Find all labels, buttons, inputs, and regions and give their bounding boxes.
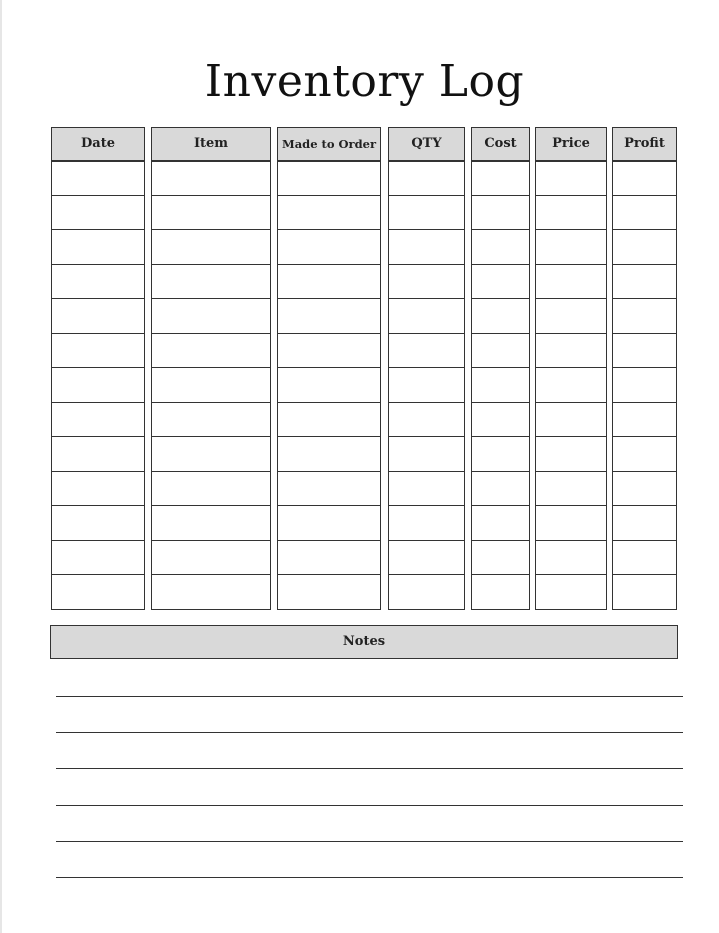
table-cell[interactable] bbox=[388, 472, 465, 507]
table-cell[interactable] bbox=[277, 437, 381, 472]
table-cell[interactable] bbox=[535, 230, 607, 265]
table-cell[interactable] bbox=[51, 403, 145, 438]
column-4 bbox=[471, 127, 530, 610]
table-cell[interactable] bbox=[535, 265, 607, 300]
table-cell[interactable] bbox=[51, 299, 145, 334]
table-cell[interactable] bbox=[51, 161, 145, 196]
column-0 bbox=[51, 127, 145, 610]
table-cell[interactable] bbox=[277, 161, 381, 196]
page-edge bbox=[0, 0, 2, 933]
table-cell[interactable] bbox=[277, 230, 381, 265]
table-cell[interactable] bbox=[388, 196, 465, 231]
column-2 bbox=[277, 127, 381, 610]
table-cell[interactable] bbox=[471, 265, 530, 300]
table-cell[interactable] bbox=[612, 196, 677, 231]
table-cell[interactable] bbox=[388, 575, 465, 610]
table-cell[interactable] bbox=[151, 575, 271, 610]
table-cell[interactable] bbox=[151, 334, 271, 369]
table-cell[interactable] bbox=[471, 506, 530, 541]
table-cell[interactable] bbox=[51, 437, 145, 472]
table-cell[interactable] bbox=[612, 575, 677, 610]
table-cell[interactable] bbox=[612, 368, 677, 403]
table-cell[interactable] bbox=[51, 541, 145, 576]
table-cell[interactable] bbox=[612, 265, 677, 300]
table-cell[interactable] bbox=[612, 299, 677, 334]
table-cell[interactable] bbox=[612, 472, 677, 507]
column-header: Profit bbox=[612, 127, 677, 161]
column-header: Price bbox=[535, 127, 607, 161]
table-cell[interactable] bbox=[612, 437, 677, 472]
note-line[interactable] bbox=[56, 696, 683, 697]
table-cell[interactable] bbox=[277, 334, 381, 369]
table-cell[interactable] bbox=[471, 334, 530, 369]
table-cell[interactable] bbox=[471, 230, 530, 265]
table-cell[interactable] bbox=[535, 161, 607, 196]
column-header: Item bbox=[151, 127, 271, 161]
table-cell[interactable] bbox=[51, 196, 145, 231]
table-cell[interactable] bbox=[612, 541, 677, 576]
column-header: QTY bbox=[388, 127, 465, 161]
table-cell[interactable] bbox=[471, 575, 530, 610]
table-cell[interactable] bbox=[471, 403, 530, 438]
table-cell[interactable] bbox=[51, 334, 145, 369]
table-cell[interactable] bbox=[151, 230, 271, 265]
column-6 bbox=[612, 127, 677, 610]
table-cell[interactable] bbox=[277, 368, 381, 403]
notes-header: Notes bbox=[50, 625, 678, 659]
table-cell[interactable] bbox=[612, 506, 677, 541]
table-cell[interactable] bbox=[471, 541, 530, 576]
table-cell[interactable] bbox=[388, 265, 465, 300]
table-cell[interactable] bbox=[612, 334, 677, 369]
table-cell[interactable] bbox=[151, 161, 271, 196]
table-cell[interactable] bbox=[471, 161, 530, 196]
table-cell[interactable] bbox=[277, 196, 381, 231]
table-cell[interactable] bbox=[535, 506, 607, 541]
table-cell[interactable] bbox=[612, 230, 677, 265]
column-5 bbox=[535, 127, 607, 610]
table-cell[interactable] bbox=[471, 472, 530, 507]
note-line[interactable] bbox=[56, 877, 683, 878]
table-cell[interactable] bbox=[388, 299, 465, 334]
column-1 bbox=[151, 127, 271, 610]
column-header: Made to Order bbox=[277, 127, 381, 161]
table-cell[interactable] bbox=[388, 334, 465, 369]
table-cell[interactable] bbox=[535, 368, 607, 403]
table-cell[interactable] bbox=[388, 230, 465, 265]
table-cell[interactable] bbox=[471, 196, 530, 231]
page-title: Inventory Log bbox=[204, 56, 525, 107]
table-cell[interactable] bbox=[388, 506, 465, 541]
table-cell[interactable] bbox=[51, 472, 145, 507]
table-cell[interactable] bbox=[51, 368, 145, 403]
table-cell[interactable] bbox=[388, 161, 465, 196]
table-cell[interactable] bbox=[388, 437, 465, 472]
table-cell[interactable] bbox=[388, 403, 465, 438]
table-cell[interactable] bbox=[535, 334, 607, 369]
table-cell[interactable] bbox=[277, 575, 381, 610]
table-cell[interactable] bbox=[612, 161, 677, 196]
table-cell[interactable] bbox=[51, 575, 145, 610]
table-cell[interactable] bbox=[612, 403, 677, 438]
table-cell[interactable] bbox=[51, 265, 145, 300]
table-cell[interactable] bbox=[388, 541, 465, 576]
column-header: Cost bbox=[471, 127, 530, 161]
table-cell[interactable] bbox=[535, 403, 607, 438]
table-cell[interactable] bbox=[388, 368, 465, 403]
table-cell[interactable] bbox=[51, 506, 145, 541]
note-line[interactable] bbox=[56, 805, 683, 806]
table-cell[interactable] bbox=[151, 472, 271, 507]
table-cell[interactable] bbox=[471, 299, 530, 334]
table-cell[interactable] bbox=[471, 368, 530, 403]
table-cell[interactable] bbox=[471, 437, 530, 472]
table-cell[interactable] bbox=[151, 368, 271, 403]
table-cell[interactable] bbox=[535, 437, 607, 472]
table-cell[interactable] bbox=[277, 299, 381, 334]
table-cell[interactable] bbox=[151, 299, 271, 334]
table-cell[interactable] bbox=[535, 541, 607, 576]
table-cell[interactable] bbox=[151, 541, 271, 576]
note-line[interactable] bbox=[56, 841, 683, 842]
column-header: Date bbox=[51, 127, 145, 161]
table-cell[interactable] bbox=[151, 265, 271, 300]
note-line[interactable] bbox=[56, 732, 683, 733]
table-cell[interactable] bbox=[277, 265, 381, 300]
table-cell[interactable] bbox=[151, 437, 271, 472]
table-cell[interactable] bbox=[277, 506, 381, 541]
table-cell[interactable] bbox=[535, 472, 607, 507]
table-cell[interactable] bbox=[151, 403, 271, 438]
note-line[interactable] bbox=[56, 768, 683, 769]
table-cell[interactable] bbox=[277, 541, 381, 576]
table-cell[interactable] bbox=[277, 403, 381, 438]
table-cell[interactable] bbox=[535, 196, 607, 231]
table-cell[interactable] bbox=[535, 575, 607, 610]
table-cell[interactable] bbox=[51, 230, 145, 265]
table-cell[interactable] bbox=[151, 196, 271, 231]
table-cell[interactable] bbox=[277, 472, 381, 507]
table-cell[interactable] bbox=[535, 299, 607, 334]
table-cell[interactable] bbox=[151, 506, 271, 541]
column-3 bbox=[388, 127, 465, 610]
